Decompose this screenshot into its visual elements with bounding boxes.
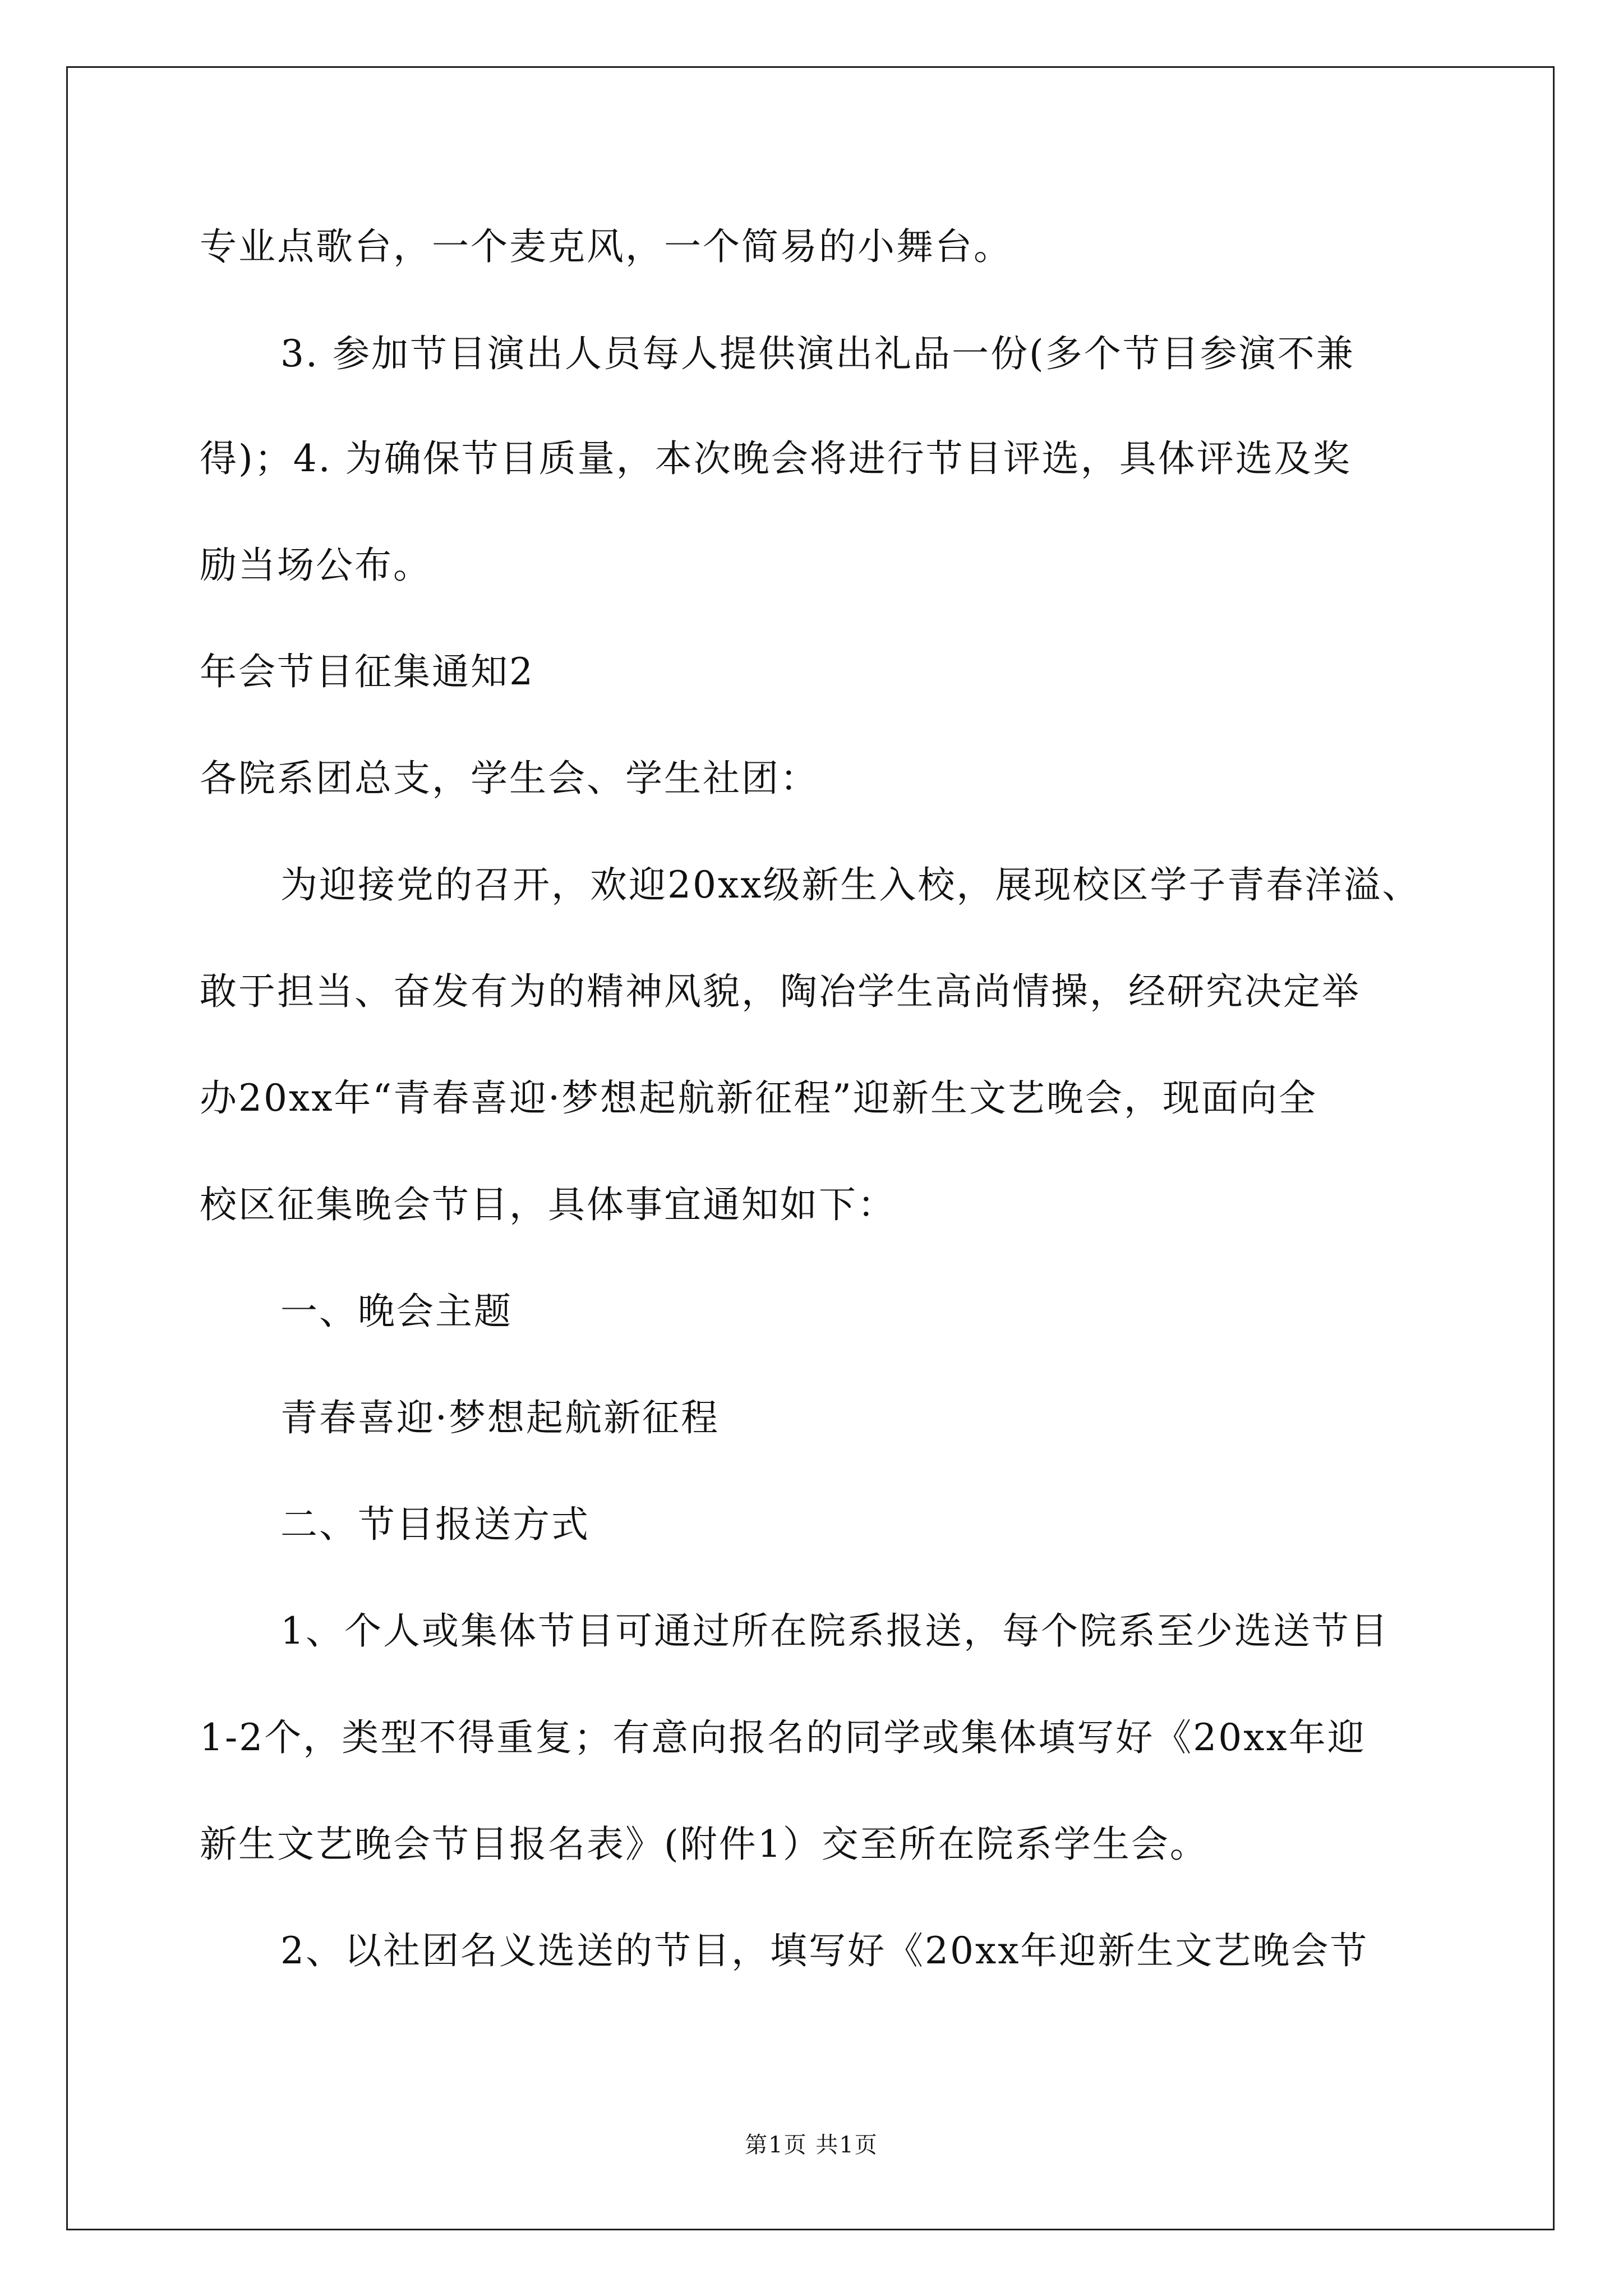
paragraph-line: 得)；4. 为确保节目质量，本次晚会将进行节目评选，具体评选及奖 <box>200 437 1352 480</box>
paragraph-line: 校区征集晚会节目，具体事宜通知如下： <box>200 1183 896 1226</box>
paragraph-line: 2、以社团名义选送的节目，填写好《20xx年迎新生文艺晚会节 <box>280 1929 1369 1972</box>
subsection-heading: 一、晚会主题 <box>280 1290 513 1333</box>
paragraph-line: 新生文艺晚会节目报名表》(附件1）交至所在院系学生会。 <box>200 1823 1209 1866</box>
salutation: 各院系团总支，学生会、学生社团： <box>200 757 819 800</box>
paragraph-line: 励当场公布。 <box>200 544 432 587</box>
paragraph-line: 敢于担当、奋发有为的精神风貌，陶冶学生高尚情操，经研究决定举 <box>200 970 1361 1013</box>
paragraph-line: 3. 参加节目演出人员每人提供演出礼品一份(多个节目参演不兼 <box>280 332 1355 375</box>
paragraph-line: 办20xx年“青春喜迎·梦想起航新征程”迎新生文艺晚会，现面向全 <box>200 1076 1317 1120</box>
paragraph-line: 1、个人或集体节目可通过所在院系报送，每个院系至少选送节目 <box>280 1609 1389 1653</box>
page-footer: 第1页 共1页 <box>745 2132 878 2158</box>
paragraph-line: 1-2个，类型不得重复；有意向报名的同学或集体填写好《20xx年迎 <box>200 1716 1366 1759</box>
paragraph-line: 专业点歌台，一个麦克风，一个简易的小舞台。 <box>200 225 1012 268</box>
page-border <box>66 66 1555 2230</box>
theme-text: 青春喜迎·梦想起航新征程 <box>280 1396 720 1439</box>
paragraph-line: 为迎接党的召开，欢迎20xx级新生入校，展现校区学子青春洋溢、 <box>280 863 1421 907</box>
section-heading: 年会节目征集通知2 <box>200 650 534 693</box>
subsection-heading: 二、节目报送方式 <box>280 1503 590 1546</box>
